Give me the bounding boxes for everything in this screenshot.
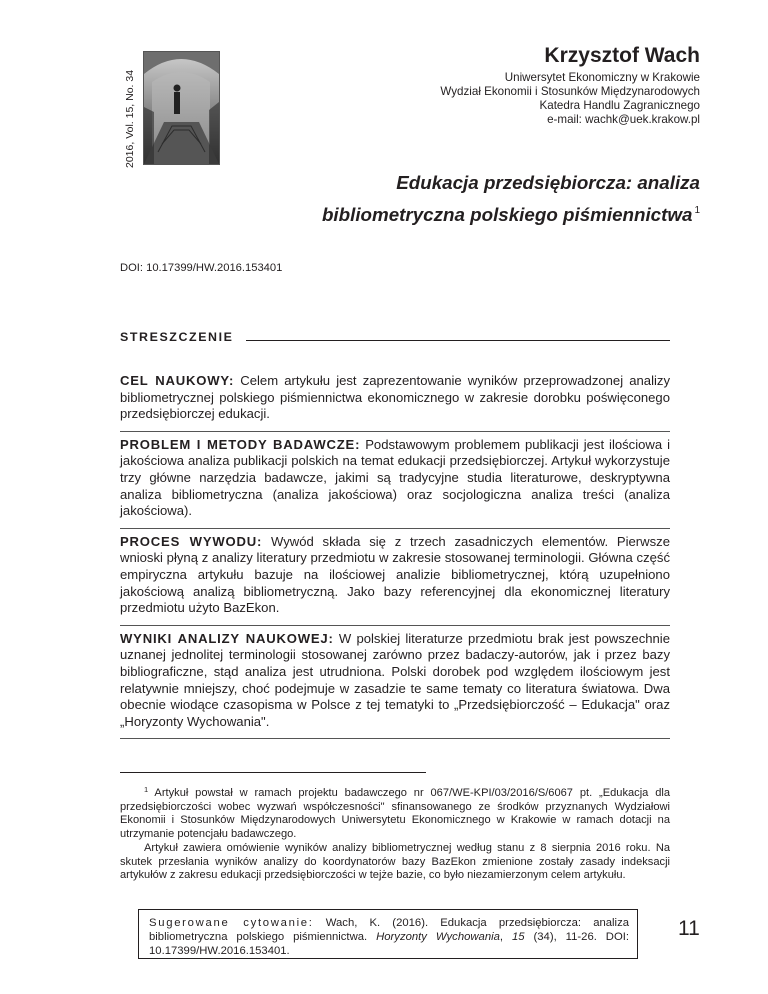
section-divider: [120, 431, 670, 432]
abstract-section-objective: [120, 373, 670, 423]
page-number: 11: [678, 917, 700, 940]
citation-journal: Horyzonty Wychowania: [376, 931, 500, 944]
section-text: Celem artykułu jest zaprezentowanie wyników przeprowadzonej analizy bibliometrycznej polskiego piśmiennictwa ekonomicznego w zakresie dorobku poświęconego przedsiębiorczej edukacji.: [120, 373, 670, 422]
abstract-heading-rule: [246, 340, 670, 341]
author-block: [440, 44, 700, 127]
section-label: PROBLEM I METODY BADAWCZE:: [120, 436, 361, 452]
title-line-1: Edukacja przedsiębiorcza: analiza: [396, 172, 700, 193]
author-name: Krzysztof Wach: [544, 44, 700, 67]
title-line-2: bibliometryczna polskiego piśmiennictwa: [321, 204, 693, 225]
abstract-section-methods: [120, 437, 670, 520]
abstract-heading-label: STRESZCZENIE: [120, 330, 234, 344]
section-divider: [120, 625, 670, 626]
title-footnote-mark: 1: [694, 205, 700, 216]
citation-separator: ,: [499, 931, 504, 944]
citation-volume: 15: [512, 931, 525, 944]
section-divider: [120, 738, 670, 739]
citation-issue-pages-doi: (34), 11-26. DOI: 10.17399/HW.2016.153401.: [149, 931, 630, 958]
citation-text: Wach, K. (2016). Edukacja przedsiębiorcza: analiza bibliometryczna polskiego piśmiennictwa.: [149, 917, 629, 944]
affiliation-department: Katedra Handlu Zagranicznego: [539, 99, 700, 112]
doi: DOI: 10.17399/HW.2016.153401: [120, 262, 283, 274]
footnote-text: Artykuł powstał w ramach projektu badawczego nr 067/WE-KPI/03/2016/S/6067 pt. „Edukacja dla przedsiębiorczości wobec wyzwań współczesności" sfinansowanego ze środków przyznanych Wydziałowi Ekonomii i Stosunków Międzynarodowych Uniwersytetu Ekonomicznego w Krakowie w ramach dotacji na utrzymanie potencjału badawczego.: [120, 787, 670, 841]
abstract-section-process: [120, 534, 670, 617]
journal-issue-label: 2016, Vol. 15, No. 34: [124, 69, 136, 168]
citation-label: Sugerowane cytowanie:: [149, 917, 314, 929]
section-text: Podstawowym problemem publikacji jest ilościowa i jakościowa analiza publikacji polskich na temat edukacji przedsiębiorczej. Artykuł wykorzystuje trzy główne narzędzia badawcze, jakimi są tradycyjne studia literaturowe, deskryptywna analiza bibliometryczna (analiza jakościowa) oraz socjologiczna analiza treści (analiza jakościowa).: [120, 436, 670, 519]
author-email: e-mail: wachk@uek.krakow.pl: [547, 113, 700, 126]
abstract-sections: [120, 373, 670, 744]
section-label: PROCES WYWODU:: [120, 533, 263, 549]
section-label: CEL NAUKOWY:: [120, 373, 235, 388]
journal-cover-image: [143, 51, 220, 165]
abstract-section-results: [120, 631, 670, 731]
footnote-mark: 1: [144, 785, 149, 794]
section-text: W polskiej literaturze przedmiotu brak jest powszechnie uznanej jednolitej terminologii stosowanej zarówno przez badaczy-autorów, jak i przez bazy bibliograficzne, stąd analiza jest utrudniona. Polski dorobek pod względem ilościowym jest relatywnie mniejszy, choć podejmuje w zasadzie te same tematy co literatura światowa. Dwa obecnie wiodące czasopisma w Polsce z tej tematyki to „Przedsiębiorczość – Edukacja" oraz „Horyzonty Wychowania".: [120, 630, 670, 729]
footnote-1: [120, 783, 670, 842]
affiliation-university: Uniwersytet Ekonomiczny w Krakowie: [504, 71, 700, 84]
article-title: [180, 169, 700, 229]
footnotes: [120, 783, 670, 883]
footnote-rule: [120, 772, 426, 773]
footnote-1-continued: Artykuł zawiera omówienie wyników analizy bibliometrycznej według stanu z 8 sierpnia 2016 roku. Na skutek przesłania wyników analizy do koordynatorów bazy BazEkon zmienione zostały zasady indeksacji artykułów z zakresu edukacji przedsiębiorczości w tejże bazie, co było niezamierzonym celem artykułu.: [120, 841, 670, 882]
affiliation-faculty: Wydział Ekonomii i Stosunków Międzynarodowych: [440, 85, 700, 98]
section-label: WYNIKI ANALIZY NAUKOWEJ:: [120, 630, 334, 646]
abstract-heading: [120, 330, 670, 344]
section-divider: [120, 528, 670, 529]
suggested-citation-box: [138, 909, 638, 959]
section-text: Wywód składa się z trzech zasadniczych elementów. Pierwsze wnioski płyną z analizy literatury przedmiotu w zakresie stosowanej terminologii. Główna część empiryczna artykułu bazuje na ilościowej analizie bibliometrycznej, którą uzupełniono jakościową analizą bibliometryczną. Jako bazy referencyjnej dla ekonomicznej literatury przedmiotu użyto BazEkon.: [120, 533, 670, 616]
